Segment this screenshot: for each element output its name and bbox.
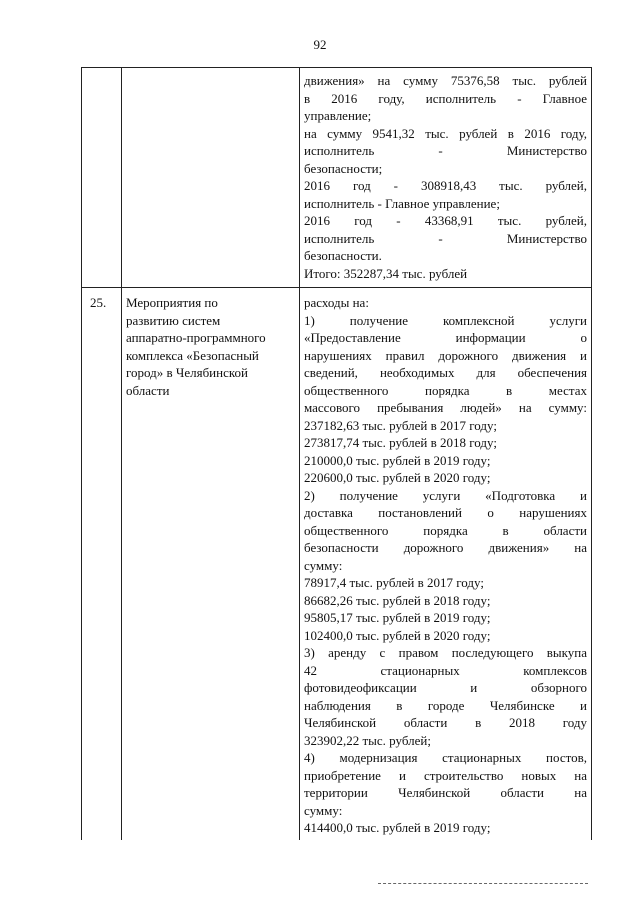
expense-text-line: территории Челябинской области на (304, 785, 587, 800)
table-row (82, 68, 592, 288)
expenditure-table (81, 67, 592, 840)
row-number: 25. (90, 295, 107, 310)
row-number (86, 73, 90, 88)
expense-text-line: сумму: (304, 557, 343, 573)
expense-text-line: 414400,0 тыс. рублей в 2019 году; (304, 820, 491, 835)
expense-text-line: движения» на сумму 75376,58 тыс. рублей (304, 73, 587, 88)
expense-text-line: 2016 год - 308918,43 тыс. рублей, (304, 178, 587, 193)
expense-text-line: управление; (304, 108, 372, 123)
expense-text-line: массового пребывания людей» на сумму: (304, 400, 587, 415)
expense-text-line: в 2016 году, исполнитель - Главное (304, 90, 587, 106)
page-number: 92 (313, 37, 327, 52)
expense-text-line: Челябинской области в 2018 году (304, 715, 587, 730)
expense-text-line: 4) модернизация стационарных постов, (304, 750, 587, 765)
expense-text-line: доставка постановлений о нарушениях (304, 505, 587, 520)
table-row (82, 288, 592, 840)
activity-name-line: развитию систем (126, 312, 221, 328)
expense-text-line: 220600,0 тыс. рублей в 2020 году; (304, 470, 491, 485)
expense-text-line: 237182,63 тыс. рублей в 2017 году; (304, 417, 497, 433)
activity-name-line: город» в Челябинской (126, 365, 248, 380)
expense-text-line: общественного порядка в местах (304, 382, 587, 398)
expense-text-line: «Предоставление информации о (304, 330, 587, 345)
expense-text-line: на сумму 9541,32 тыс. рублей в 2016 году, (304, 125, 587, 141)
expense-text-line: исполнитель - Главное управление; (304, 195, 500, 211)
activity-name-line: Мероприятия по (126, 295, 218, 310)
expense-text-line: 102400,0 тыс. рублей в 2020 году; (304, 627, 491, 643)
expense-text-line: 2016 год - 43368,91 тыс. рублей, (304, 213, 587, 228)
expense-text-line: наблюдения в городе Челябинске и (304, 697, 587, 713)
activity-name-line: аппаратно-программного (126, 330, 266, 345)
expense-text-line: 323902,22 тыс. рублей; (304, 732, 431, 748)
row-number-cell (82, 68, 122, 288)
expense-text-line: 210000,0 тыс. рублей в 2019 году; (304, 452, 491, 468)
expenses-cell (300, 68, 592, 288)
row-number-cell (82, 288, 122, 840)
expense-text-line: 1) получение комплексной услуги (304, 312, 587, 328)
expense-text-line: исполнитель - Министерство (304, 230, 587, 246)
expense-text-line: исполнитель - Министерство (304, 143, 587, 158)
expense-text-line: общественного порядка в области (304, 522, 587, 538)
expense-text-line: безопасности. (304, 248, 382, 263)
footer-rule (378, 883, 588, 884)
expense-text-line: 78917,4 тыс. рублей в 2017 году; (304, 575, 484, 590)
expense-text-line: 42 стационарных комплексов (304, 662, 587, 678)
expense-text-line: 86682,26 тыс. рублей в 2018 году; (304, 592, 491, 608)
expense-text-line: безопасности; (304, 160, 383, 176)
expense-text-line: 2) получение услуги «Подготовка и (304, 487, 587, 503)
expense-text-line: сумму: (304, 802, 343, 818)
expense-text-line: нарушениях правил дорожного движения и (304, 347, 587, 363)
expense-text-line: 95805,17 тыс. рублей в 2019 году; (304, 610, 491, 625)
expense-text-line: 273817,74 тыс. рублей в 2018 году; (304, 435, 497, 450)
expense-text-line: приобретение и строительство новых на (304, 767, 587, 783)
expense-text-line: безопасности дорожного движения» на (304, 540, 587, 555)
expense-text-line: расходы на: (304, 295, 369, 310)
activity-name-cell (122, 68, 300, 288)
expenses-cell (300, 288, 592, 840)
activity-name-line: комплекса «Безопасный (126, 347, 259, 363)
activity-name-cell (122, 288, 300, 840)
expense-text-line: сведений, необходимых для обеспечения (304, 365, 587, 380)
expense-text-line: фотовидеофиксации и обзорного (304, 680, 587, 695)
activity-name-line: области (126, 382, 170, 398)
expense-text-line: 3) аренду с правом последующего выкупа (304, 645, 587, 660)
expense-text-line: Итого: 352287,34 тыс. рублей (304, 265, 468, 281)
